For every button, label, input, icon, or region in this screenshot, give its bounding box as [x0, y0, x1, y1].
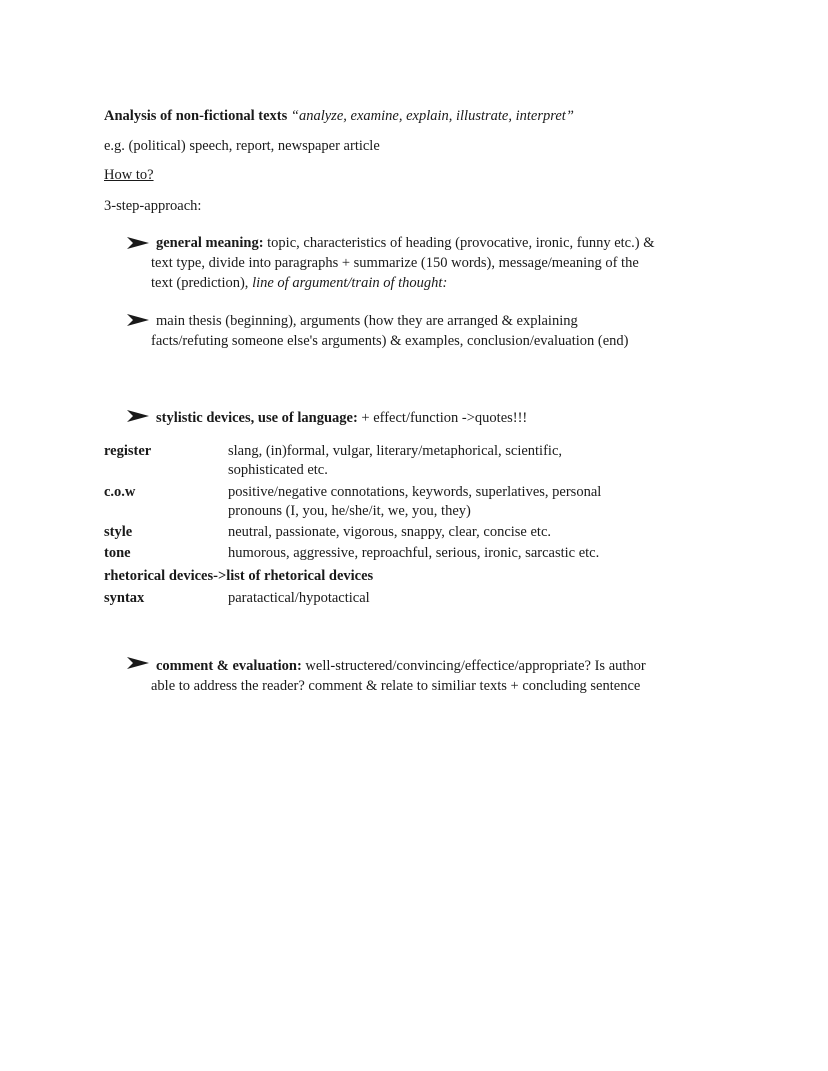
document-heading — [104, 108, 574, 125]
bullet-line: able to address the reader? comment & relate to similiar texts + concluding sentence — [151, 678, 641, 694]
device-value: neutral, passionate, vigorous, snappy, clear, concise etc. — [228, 524, 552, 540]
device-value: sophisticated etc. — [228, 462, 328, 478]
device-value: pronouns (I, you, he/she/it, we, you, they) — [228, 503, 471, 519]
device-value: paratactical/hypotactical — [228, 590, 370, 606]
bullet-label: comment & evaluation: — [156, 658, 302, 674]
bullet-line: + effect/function ->quotes!!! — [361, 410, 528, 426]
device-label: rhetorical devices->list of rhetorical devices — [104, 568, 374, 584]
bullet-line: text (prediction), — [151, 275, 253, 291]
device-label: style — [104, 524, 133, 540]
bullet-label: general meaning: — [156, 235, 264, 251]
device-label: syntax — [104, 590, 145, 606]
bullet-line: main thesis (beginning), arguments (how they are arranged & explaining — [156, 313, 578, 329]
heading-title: Analysis of non-fictional texts — [104, 108, 288, 124]
bullet-line-italic: line of argument/train of thought: — [252, 275, 448, 291]
bullet-line: facts/refuting someone else's arguments) & examples, conclusion/evaluation (end) — [151, 333, 629, 349]
device-label: register — [104, 443, 152, 459]
approach-label: 3-step-approach: — [104, 198, 202, 214]
arrow-bullet-icon — [126, 409, 150, 423]
device-label: tone — [104, 545, 131, 561]
bullet-label: stylistic devices, use of language: — [156, 410, 358, 426]
device-label: c.o.w — [104, 484, 136, 500]
bullet-line: topic, characteristics of heading (provocative, ironic, funny etc.) & — [267, 235, 655, 251]
bullet-line: text type, divide into paragraphs + summarize (150 words), message/meaning of the — [151, 255, 639, 271]
arrow-bullet-icon — [126, 656, 150, 670]
examples-line: e.g. (political) speech, report, newspaper article — [104, 138, 380, 154]
bullet-line: well-structered/convincing/effectice/appropriate? Is author — [305, 658, 646, 674]
device-value: slang, (in)formal, vulgar, literary/metaphorical, scientific, — [228, 443, 563, 459]
arrow-bullet-icon — [126, 236, 150, 250]
how-to-heading: How to? — [104, 167, 154, 183]
heading-verbs: “analyze, examine, explain, illustrate, interpret” — [290, 108, 574, 124]
arrow-bullet-icon — [126, 313, 150, 327]
device-value: positive/negative connotations, keywords, superlatives, personal — [228, 484, 602, 500]
device-value: humorous, aggressive, reproachful, serious, ironic, sarcastic etc. — [228, 545, 600, 561]
